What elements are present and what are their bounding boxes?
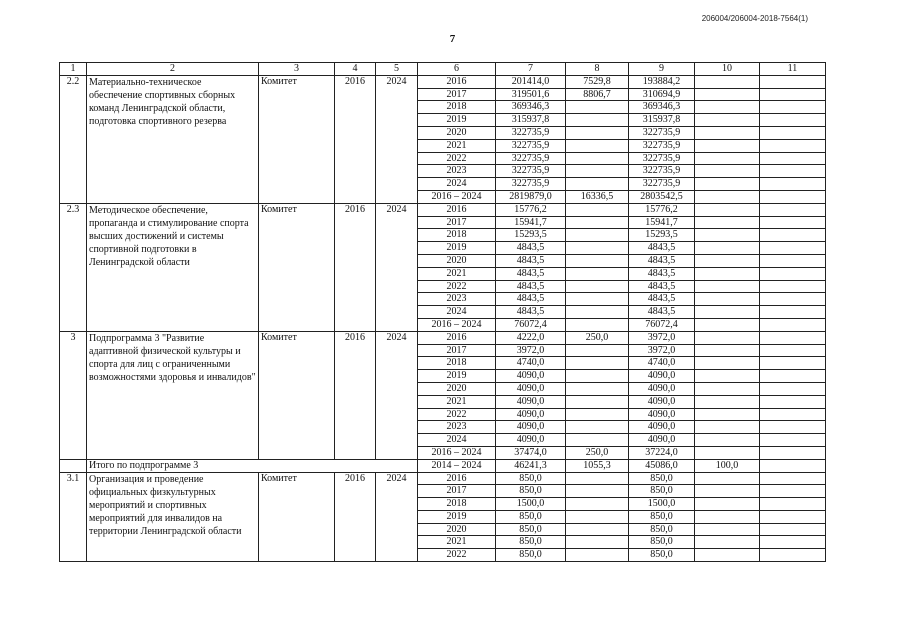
regional-budget-cell: 4090,0 xyxy=(629,370,695,383)
municipal-budget-cell xyxy=(695,229,760,242)
regional-budget-cell: 850,0 xyxy=(629,523,695,536)
regional-budget-cell: 3972,0 xyxy=(629,344,695,357)
federal-budget-cell xyxy=(566,101,629,114)
municipal-budget-cell xyxy=(695,293,760,306)
regional-budget-cell: 4843,5 xyxy=(629,306,695,319)
other-sources-cell xyxy=(760,510,826,523)
municipal-budget-cell xyxy=(695,254,760,267)
total-amount-cell: 369346,3 xyxy=(496,101,566,114)
federal-budget-cell xyxy=(566,165,629,178)
total-amount-cell: 4843,5 xyxy=(496,267,566,280)
regional-budget-cell: 850,0 xyxy=(629,472,695,485)
year-cell: 2016 – 2024 xyxy=(418,190,496,203)
other-sources-cell xyxy=(760,459,826,472)
federal-budget-cell xyxy=(566,280,629,293)
total-amount-cell: 850,0 xyxy=(496,549,566,562)
total-amount-cell: 4843,5 xyxy=(496,254,566,267)
item-number-cell: 2.2 xyxy=(60,75,87,203)
other-sources-cell xyxy=(760,523,826,536)
other-sources-cell xyxy=(760,267,826,280)
federal-budget-cell xyxy=(566,421,629,434)
other-sources-cell xyxy=(760,421,826,434)
municipal-budget-cell xyxy=(695,434,760,447)
other-sources-cell xyxy=(760,254,826,267)
other-sources-cell xyxy=(760,472,826,485)
municipal-budget-cell xyxy=(695,331,760,344)
total-amount-cell: 4843,5 xyxy=(496,306,566,319)
municipal-budget-cell xyxy=(695,536,760,549)
federal-budget-cell xyxy=(566,344,629,357)
federal-budget-cell xyxy=(566,370,629,383)
end-year-cell: 2024 xyxy=(376,75,418,203)
total-amount-cell: 46241,3 xyxy=(496,459,566,472)
year-cell: 2014 – 2024 xyxy=(418,459,496,472)
total-amount-cell: 15293,5 xyxy=(496,229,566,242)
federal-budget-cell: 8806,7 xyxy=(566,88,629,101)
federal-budget-cell xyxy=(566,536,629,549)
year-cell: 2022 xyxy=(418,152,496,165)
column-number-cell: 7 xyxy=(496,63,566,76)
federal-budget-cell xyxy=(566,229,629,242)
other-sources-cell xyxy=(760,370,826,383)
total-amount-cell: 850,0 xyxy=(496,523,566,536)
regional-budget-cell: 4843,5 xyxy=(629,293,695,306)
total-amount-cell: 76072,4 xyxy=(496,318,566,331)
federal-budget-cell: 250,0 xyxy=(566,446,629,459)
municipal-budget-cell xyxy=(695,152,760,165)
federal-budget-cell xyxy=(566,126,629,139)
other-sources-cell xyxy=(760,165,826,178)
federal-budget-cell xyxy=(566,318,629,331)
regional-budget-cell: 850,0 xyxy=(629,549,695,562)
federal-budget-cell: 16336,5 xyxy=(566,190,629,203)
item-number-cell: 3.1 xyxy=(60,472,87,562)
municipal-budget-cell xyxy=(695,510,760,523)
executor-cell: Комитет xyxy=(259,472,335,562)
regional-budget-cell: 4843,5 xyxy=(629,267,695,280)
other-sources-cell xyxy=(760,216,826,229)
year-cell: 2017 xyxy=(418,485,496,498)
year-cell: 2021 xyxy=(418,395,496,408)
regional-budget-cell: 1500,0 xyxy=(629,498,695,511)
year-cell: 2020 xyxy=(418,126,496,139)
executor-cell: Комитет xyxy=(259,203,335,331)
total-amount-cell: 322735,9 xyxy=(496,139,566,152)
total-amount-cell: 4843,5 xyxy=(496,280,566,293)
regional-budget-cell: 322735,9 xyxy=(629,165,695,178)
municipal-budget-cell xyxy=(695,216,760,229)
municipal-budget-cell xyxy=(695,357,760,370)
column-number-cell: 6 xyxy=(418,63,496,76)
other-sources-cell xyxy=(760,242,826,255)
total-amount-cell: 3972,0 xyxy=(496,344,566,357)
other-sources-cell xyxy=(760,382,826,395)
total-amount-cell: 4090,0 xyxy=(496,434,566,447)
federal-budget-cell xyxy=(566,510,629,523)
item-name-cell: Материально-техническое обеспечение спортивных сборных команд Ленинградской области, подготовка спортивного резерва xyxy=(87,75,259,203)
federal-budget-cell xyxy=(566,216,629,229)
municipal-budget-cell xyxy=(695,165,760,178)
other-sources-cell xyxy=(760,139,826,152)
total-amount-cell: 2819879,0 xyxy=(496,190,566,203)
total-amount-cell: 201414,0 xyxy=(496,75,566,88)
end-year-cell: 2024 xyxy=(376,472,418,562)
year-cell: 2023 xyxy=(418,421,496,434)
total-amount-cell: 850,0 xyxy=(496,510,566,523)
year-cell: 2021 xyxy=(418,536,496,549)
total-amount-cell: 4090,0 xyxy=(496,421,566,434)
year-cell: 2018 xyxy=(418,101,496,114)
year-cell: 2016 xyxy=(418,331,496,344)
subtotal-label-cell: Итого по подпрограмме 3 xyxy=(87,459,418,472)
federal-budget-cell: 7529,8 xyxy=(566,75,629,88)
column-number-cell: 11 xyxy=(760,63,826,76)
year-cell: 2018 xyxy=(418,498,496,511)
year-cell: 2018 xyxy=(418,357,496,370)
other-sources-cell xyxy=(760,434,826,447)
column-number-cell: 3 xyxy=(259,63,335,76)
municipal-budget-cell xyxy=(695,75,760,88)
regional-budget-cell: 4843,5 xyxy=(629,242,695,255)
budget-table xyxy=(59,62,826,562)
federal-budget-cell xyxy=(566,472,629,485)
year-cell: 2020 xyxy=(418,523,496,536)
year-cell: 2022 xyxy=(418,408,496,421)
municipal-budget-cell xyxy=(695,523,760,536)
table-row xyxy=(60,75,826,88)
column-number-cell: 9 xyxy=(629,63,695,76)
regional-budget-cell: 15776,2 xyxy=(629,203,695,216)
column-number-cell: 10 xyxy=(695,63,760,76)
federal-budget-cell xyxy=(566,408,629,421)
total-amount-cell: 322735,9 xyxy=(496,152,566,165)
federal-budget-cell xyxy=(566,357,629,370)
other-sources-cell xyxy=(760,549,826,562)
other-sources-cell xyxy=(760,190,826,203)
federal-budget-cell xyxy=(566,139,629,152)
other-sources-cell xyxy=(760,306,826,319)
other-sources-cell xyxy=(760,485,826,498)
regional-budget-cell: 4090,0 xyxy=(629,382,695,395)
other-sources-cell xyxy=(760,408,826,421)
municipal-budget-cell xyxy=(695,446,760,459)
municipal-budget-cell: 100,0 xyxy=(695,459,760,472)
federal-budget-cell xyxy=(566,523,629,536)
regional-budget-cell: 193884,2 xyxy=(629,75,695,88)
total-amount-cell: 4843,5 xyxy=(496,242,566,255)
year-cell: 2022 xyxy=(418,549,496,562)
year-cell: 2023 xyxy=(418,293,496,306)
document-id: 206004/206004-2018-7564(1) xyxy=(701,14,808,23)
year-cell: 2019 xyxy=(418,510,496,523)
regional-budget-cell: 322735,9 xyxy=(629,126,695,139)
year-cell: 2021 xyxy=(418,267,496,280)
regional-budget-cell: 4740,0 xyxy=(629,357,695,370)
year-cell: 2017 xyxy=(418,88,496,101)
municipal-budget-cell xyxy=(695,549,760,562)
regional-budget-cell: 3972,0 xyxy=(629,331,695,344)
regional-budget-cell: 15293,5 xyxy=(629,229,695,242)
year-cell: 2016 – 2024 xyxy=(418,318,496,331)
regional-budget-cell: 322735,9 xyxy=(629,139,695,152)
start-year-cell: 2016 xyxy=(335,472,376,562)
municipal-budget-cell xyxy=(695,280,760,293)
regional-budget-cell: 76072,4 xyxy=(629,318,695,331)
total-amount-cell: 15941,7 xyxy=(496,216,566,229)
total-amount-cell: 4843,5 xyxy=(496,293,566,306)
other-sources-cell xyxy=(760,229,826,242)
total-amount-cell: 850,0 xyxy=(496,472,566,485)
federal-budget-cell xyxy=(566,178,629,191)
total-amount-cell: 4090,0 xyxy=(496,395,566,408)
total-amount-cell: 315937,8 xyxy=(496,114,566,127)
start-year-cell: 2016 xyxy=(335,75,376,203)
other-sources-cell xyxy=(760,536,826,549)
federal-budget-cell xyxy=(566,293,629,306)
federal-budget-cell: 250,0 xyxy=(566,331,629,344)
year-cell: 2020 xyxy=(418,382,496,395)
column-number-cell: 1 xyxy=(60,63,87,76)
column-number-cell: 5 xyxy=(376,63,418,76)
federal-budget-cell xyxy=(566,203,629,216)
total-amount-cell: 37474,0 xyxy=(496,446,566,459)
federal-budget-cell xyxy=(566,242,629,255)
column-number-cell: 8 xyxy=(566,63,629,76)
other-sources-cell xyxy=(760,114,826,127)
municipal-budget-cell xyxy=(695,114,760,127)
item-name-cell: Организация и проведение официальных физкультурных мероприятий и спортивных мероприятий для инвалидов на территории Ленинградской области xyxy=(87,472,259,562)
regional-budget-cell: 4843,5 xyxy=(629,280,695,293)
year-cell: 2024 xyxy=(418,178,496,191)
municipal-budget-cell xyxy=(695,421,760,434)
municipal-budget-cell xyxy=(695,126,760,139)
column-number-cell: 4 xyxy=(335,63,376,76)
year-cell: 2024 xyxy=(418,434,496,447)
year-cell: 2021 xyxy=(418,139,496,152)
municipal-budget-cell xyxy=(695,370,760,383)
municipal-budget-cell xyxy=(695,190,760,203)
year-cell: 2024 xyxy=(418,306,496,319)
municipal-budget-cell xyxy=(695,382,760,395)
municipal-budget-cell xyxy=(695,485,760,498)
year-cell: 2019 xyxy=(418,242,496,255)
total-amount-cell: 850,0 xyxy=(496,485,566,498)
federal-budget-cell: 1055,3 xyxy=(566,459,629,472)
total-amount-cell: 4090,0 xyxy=(496,370,566,383)
other-sources-cell xyxy=(760,344,826,357)
other-sources-cell xyxy=(760,293,826,306)
other-sources-cell xyxy=(760,446,826,459)
table-row xyxy=(60,203,826,216)
total-amount-cell: 15776,2 xyxy=(496,203,566,216)
year-cell: 2018 xyxy=(418,229,496,242)
other-sources-cell xyxy=(760,178,826,191)
municipal-budget-cell xyxy=(695,344,760,357)
federal-budget-cell xyxy=(566,152,629,165)
municipal-budget-cell xyxy=(695,88,760,101)
other-sources-cell xyxy=(760,203,826,216)
regional-budget-cell: 4843,5 xyxy=(629,254,695,267)
regional-budget-cell: 4090,0 xyxy=(629,421,695,434)
year-cell: 2016 xyxy=(418,203,496,216)
start-year-cell: 2016 xyxy=(335,331,376,459)
municipal-budget-cell xyxy=(695,498,760,511)
federal-budget-cell xyxy=(566,434,629,447)
municipal-budget-cell xyxy=(695,242,760,255)
total-amount-cell: 4222,0 xyxy=(496,331,566,344)
executor-cell: Комитет xyxy=(259,331,335,459)
other-sources-cell xyxy=(760,152,826,165)
other-sources-cell xyxy=(760,101,826,114)
federal-budget-cell xyxy=(566,498,629,511)
regional-budget-cell: 322735,9 xyxy=(629,178,695,191)
municipal-budget-cell xyxy=(695,395,760,408)
year-cell: 2016 – 2024 xyxy=(418,446,496,459)
column-number-row xyxy=(60,63,826,76)
municipal-budget-cell xyxy=(695,267,760,280)
regional-budget-cell: 322735,9 xyxy=(629,152,695,165)
federal-budget-cell xyxy=(566,306,629,319)
year-cell: 2019 xyxy=(418,370,496,383)
federal-budget-cell xyxy=(566,395,629,408)
year-cell: 2017 xyxy=(418,216,496,229)
municipal-budget-cell xyxy=(695,472,760,485)
item-number-cell: 3 xyxy=(60,331,87,459)
regional-budget-cell: 4090,0 xyxy=(629,395,695,408)
year-cell: 2016 xyxy=(418,472,496,485)
column-number-cell: 2 xyxy=(87,63,259,76)
municipal-budget-cell xyxy=(695,318,760,331)
year-cell: 2017 xyxy=(418,344,496,357)
other-sources-cell xyxy=(760,75,826,88)
item-number-cell: 2.3 xyxy=(60,203,87,331)
total-amount-cell: 4090,0 xyxy=(496,382,566,395)
total-amount-cell: 322735,9 xyxy=(496,178,566,191)
municipal-budget-cell xyxy=(695,408,760,421)
regional-budget-cell: 2803542,5 xyxy=(629,190,695,203)
year-cell: 2022 xyxy=(418,280,496,293)
total-amount-cell: 850,0 xyxy=(496,536,566,549)
federal-budget-cell xyxy=(566,485,629,498)
regional-budget-cell: 4090,0 xyxy=(629,434,695,447)
item-name-cell: Методическое обеспечение, пропаганда и стимулирование спорта высших достижений и системы спортивной подготовки в Ленинградской области xyxy=(87,203,259,331)
executor-cell: Комитет xyxy=(259,75,335,203)
other-sources-cell xyxy=(760,331,826,344)
total-amount-cell: 4740,0 xyxy=(496,357,566,370)
federal-budget-cell xyxy=(566,382,629,395)
other-sources-cell xyxy=(760,318,826,331)
regional-budget-cell: 45086,0 xyxy=(629,459,695,472)
other-sources-cell xyxy=(760,395,826,408)
year-cell: 2023 xyxy=(418,165,496,178)
total-amount-cell: 4090,0 xyxy=(496,408,566,421)
year-cell: 2019 xyxy=(418,114,496,127)
other-sources-cell xyxy=(760,498,826,511)
regional-budget-cell: 850,0 xyxy=(629,510,695,523)
regional-budget-cell: 850,0 xyxy=(629,485,695,498)
federal-budget-cell xyxy=(566,267,629,280)
municipal-budget-cell xyxy=(695,203,760,216)
total-amount-cell: 1500,0 xyxy=(496,498,566,511)
other-sources-cell xyxy=(760,357,826,370)
year-cell: 2016 xyxy=(418,75,496,88)
table-row xyxy=(60,472,826,485)
subtotal-empty-cell xyxy=(60,459,87,472)
municipal-budget-cell xyxy=(695,178,760,191)
total-amount-cell: 322735,9 xyxy=(496,165,566,178)
other-sources-cell xyxy=(760,88,826,101)
municipal-budget-cell xyxy=(695,139,760,152)
end-year-cell: 2024 xyxy=(376,203,418,331)
municipal-budget-cell xyxy=(695,306,760,319)
start-year-cell: 2016 xyxy=(335,203,376,331)
regional-budget-cell: 369346,3 xyxy=(629,101,695,114)
federal-budget-cell xyxy=(566,549,629,562)
total-amount-cell: 322735,9 xyxy=(496,126,566,139)
table-row xyxy=(60,331,826,344)
subtotal-row xyxy=(60,459,826,472)
total-amount-cell: 319501,6 xyxy=(496,88,566,101)
other-sources-cell xyxy=(760,280,826,293)
regional-budget-cell: 310694,9 xyxy=(629,88,695,101)
regional-budget-cell: 315937,8 xyxy=(629,114,695,127)
federal-budget-cell xyxy=(566,254,629,267)
regional-budget-cell: 850,0 xyxy=(629,536,695,549)
municipal-budget-cell xyxy=(695,101,760,114)
regional-budget-cell: 15941,7 xyxy=(629,216,695,229)
other-sources-cell xyxy=(760,126,826,139)
end-year-cell: 2024 xyxy=(376,331,418,459)
page-number: 7 xyxy=(449,33,456,45)
federal-budget-cell xyxy=(566,114,629,127)
regional-budget-cell: 4090,0 xyxy=(629,408,695,421)
regional-budget-cell: 37224,0 xyxy=(629,446,695,459)
year-cell: 2020 xyxy=(418,254,496,267)
item-name-cell: Подпрограмма 3 "Развитие адаптивной физической культуры и спорта для лиц с ограниченными возможностями здоровья и инвалидов" xyxy=(87,331,259,459)
